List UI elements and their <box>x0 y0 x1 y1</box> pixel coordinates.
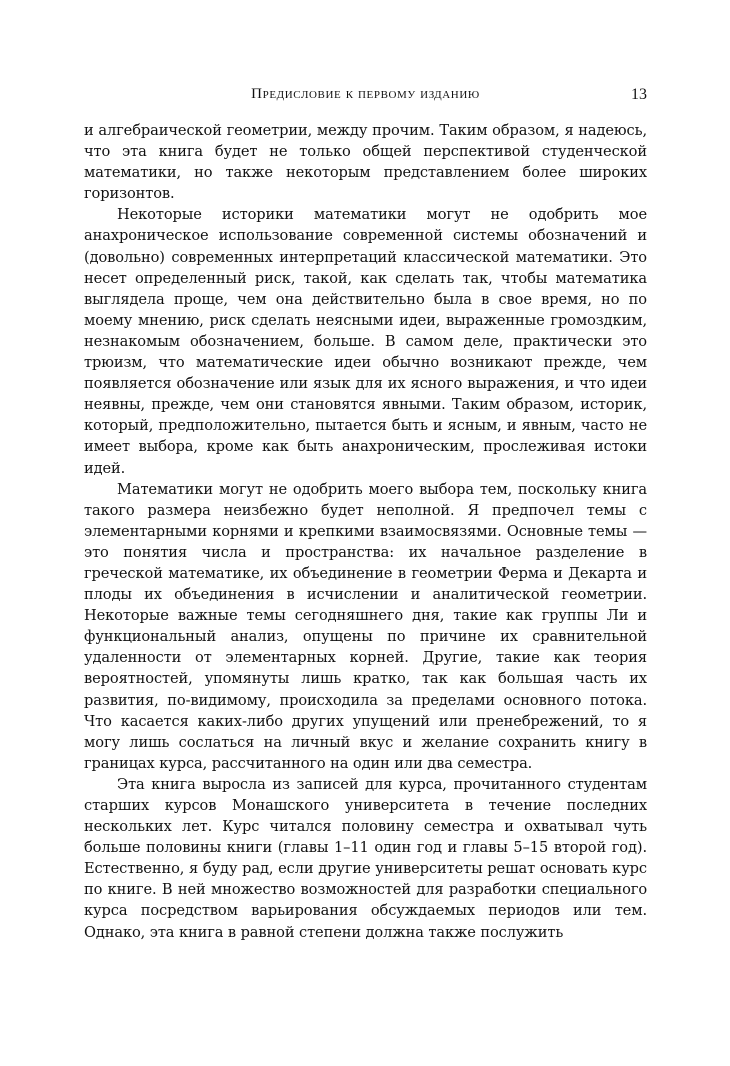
page-number: 13 <box>631 86 647 103</box>
paragraph-historians: Некоторые историки математики могут не одобрить мое анахроническое использование современной системы обозначений и (довольно) современных интерпретаций классической математики. Это несет определенный риск, такой, как сделать так, чтобы математика выглядела проще, чем она действительно была в свое время, но по моему мнению, риск сделать неясными идеи, выраженные громоздким, незнакомым обозначением, больше. В самом деле, практически это трюизм, что математические идеи обычно возникают прежде, чем появляется обозначение или язык для их ясного выражения, и что идеи неявны, прежде, чем они становятся явными. Таким образом, историк, который, предположительно, пытается быть и ясным, и явным, часто не имеет выбора, кроме как быть анахроническим, прослеживая истоки идей. <box>84 206 647 477</box>
body-text <box>84 120 647 943</box>
paragraph-continuation: и алгебраической геометрии, между прочим. Таким образом, я надеюсь, что эта книга будет не только общей перспективой студенческой математики, но также некоторым представлением более широких горизонтов. <box>84 122 647 203</box>
running-title: Предисловие к первому изданию <box>251 86 480 102</box>
paragraph-course: Эта книга выросла из записей для курса, прочитанного студентам старших курсов Монашского университета в течение последних нескольких лет. Курс читался половину семестра и охватывал чуть больше половины книги (главы 1–11 один год и главы 5–15 второй год). Естественно, я буду рад, если другие университеты решат основать курс по книге. В ней множество возможностей для разработки специального курса посредством варьирования обсуждаемых периодов или тем. Однако, эта книга в равной степени должна также послужить <box>84 775 647 941</box>
running-head <box>84 86 647 108</box>
paragraph-topics: Математики могут не одобрить моего выбора тем, поскольку книга такого размера неизбежно будет неполной. Я предпочел темы с элементарными корнями и крепкими взаимосвязями. Основные темы — это понятия числа и пространства: их начальное разделение в греческой математике, их объединение в геометрии Ферма и Декарта и плоды их объединения в исчислении и аналитической геометрии. Некоторые важные темы сегодняшнего дня, такие как группы Ли и функциональный анализ, опущены по причине их сравнительной удаленности от элементарных корней. Другие, такие как теория вероятностей, упомянуты лишь кратко, так как большая часть их развития, по-видимому, происходила за пределами основного потока. Что касается каких-либо других упущений или пренебрежений, то я могу лишь сослаться на личный вкус и желание сохранить книгу в границах курса, рассчитанного на один или два семестра. <box>84 480 647 772</box>
